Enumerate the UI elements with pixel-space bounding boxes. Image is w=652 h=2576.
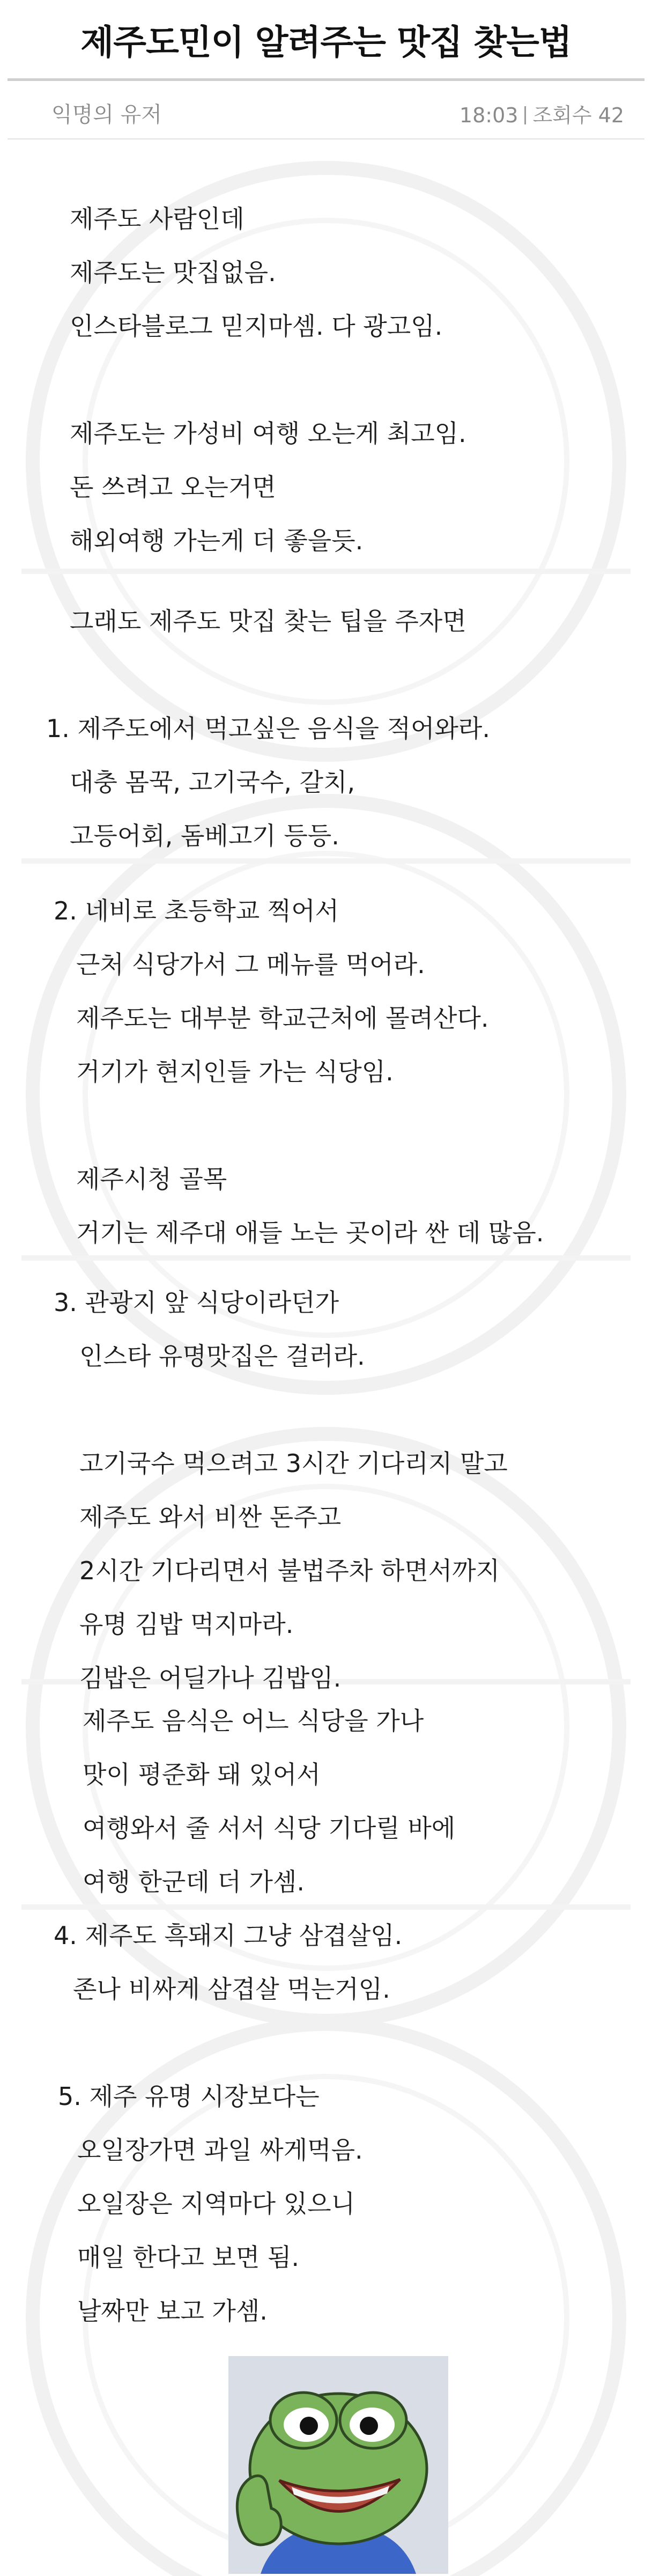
body-line: 돈 쓰려고 오는거면	[70, 473, 276, 502]
body-line: 존나 비싸게 삼겹살 먹는거임.	[73, 1975, 390, 2004]
divider	[21, 858, 631, 864]
view-count: 조회수 42	[532, 104, 624, 127]
body-line: 인스타 유명맛집은 걸러라.	[79, 1342, 365, 1371]
body-line: 오일장은 지역마다 있으니	[77, 2189, 355, 2218]
body-line: 거기는 제주대 애들 노는 곳이라 싼 데 많음.	[76, 1218, 544, 1247]
meta-divider	[8, 138, 644, 139]
body-line: 제주도 사람인데	[70, 204, 244, 233]
body-line: 그래도 제주도 맛집 찾는 팁을 주자면	[70, 607, 466, 636]
divider	[21, 569, 631, 574]
post-time: 18:03	[459, 104, 518, 127]
body-line: 유명 김밥 먹지마라.	[79, 1610, 294, 1639]
body-line: 김밥은 어딜가나 김밥임.	[79, 1664, 342, 1692]
list-item-heading: 5. 제주 유명 시장보다는	[58, 2082, 320, 2111]
frog-thumbs-up-icon	[228, 2356, 448, 2574]
body-line: 맛이 평준화 돼 있어서	[83, 1760, 321, 1789]
watermark-logo	[26, 161, 626, 762]
body-line: 2시간 기다리면서 불법주차 하면서까지	[79, 1556, 500, 1585]
page-title: 제주도민이 알려주는 맛집 찾는법	[80, 23, 572, 63]
body-line: 제주도 음식은 어느 식당을 가나	[83, 1706, 424, 1735]
pepe-frog-image	[228, 2356, 448, 2574]
body-line: 여행 한군데 더 가셈.	[83, 1867, 305, 1896]
list-item-heading: 4. 제주도 흑돼지 그냥 삼겹살임.	[54, 1921, 403, 1950]
body-line: 여행와서 줄 서서 식당 기다릴 바에	[83, 1814, 456, 1843]
list-item-heading: 2. 네비로 초등학교 찍어서	[54, 896, 339, 925]
body-line: 고등어회, 돔베고기 등등.	[70, 821, 339, 850]
body-line: 근처 식당가서 그 메뉴를 먹어라.	[76, 950, 425, 979]
divider	[21, 1904, 631, 1910]
body-line: 해외여행 가는게 더 좋을듯.	[70, 526, 364, 555]
post-meta	[460, 99, 624, 128]
list-item-heading: 3. 관광지 앞 식당이라던가	[54, 1288, 339, 1317]
body-line: 제주시청 골목	[76, 1165, 227, 1194]
title-divider	[8, 78, 644, 81]
meta-separator	[524, 106, 526, 124]
body-line: 고기국수 먹으려고 3시간 기다리지 말고	[79, 1449, 508, 1478]
body-line: 매일 한다고 보면 됨.	[77, 2243, 299, 2272]
body-line: 제주도는 대부분 학교근처에 몰려산다.	[76, 1004, 489, 1033]
eye-pupil	[360, 2417, 378, 2435]
body-line: 제주도는 가성비 여행 오는게 최고임.	[70, 419, 466, 448]
body-line: 제주도 와서 비싼 돈주고	[79, 1503, 342, 1532]
list-item-heading: 1. 제주도에서 먹고싶은 음식을 적어와라.	[46, 714, 490, 743]
body-line: 제주도는 맛집없음.	[70, 258, 276, 287]
author-name[interactable]: 익명의 유저	[51, 102, 162, 127]
body-line: 인스타블로그 믿지마셈. 다 광고임.	[70, 312, 443, 341]
body-line: 날짜만 보고 가셈.	[77, 2297, 268, 2325]
body-line: 오일장가면 과일 싸게먹음.	[77, 2136, 363, 2165]
divider	[21, 1255, 631, 1261]
eye-pupil	[300, 2417, 318, 2435]
body-line: 대충 몸꾹, 고기국수, 갈치,	[70, 768, 355, 797]
body-line: 거기가 현지인들 가는 식당임.	[76, 1057, 394, 1086]
